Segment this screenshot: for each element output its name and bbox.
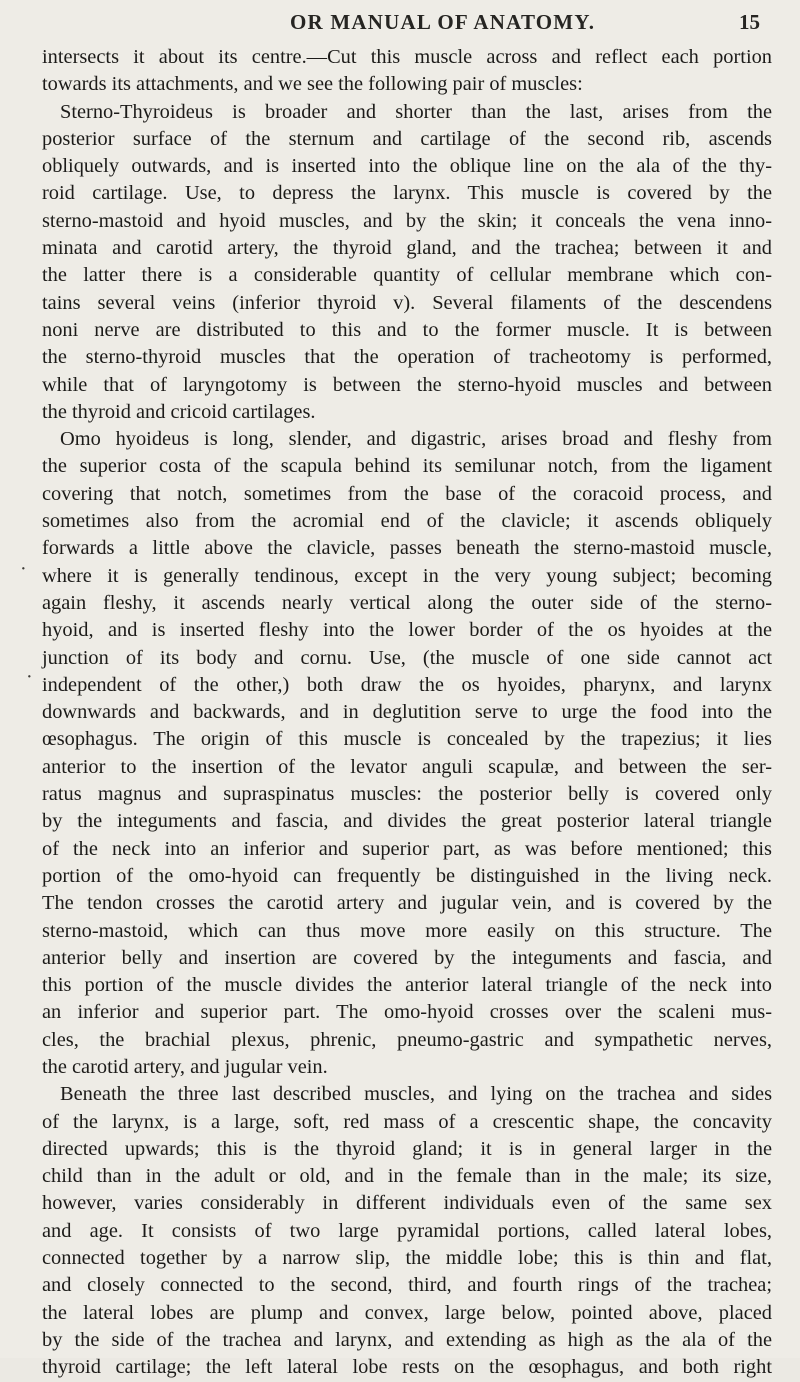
text-line: independent of the other,) both draw the os hyoides, pharynx, and larynx xyxy=(42,673,772,696)
text-line: the lateral lobes are plump and convex, large below, pointed above, placed xyxy=(42,1301,772,1324)
text-line: œsophagus. The origin of this muscle is concealed by the trapezius; it lies xyxy=(42,728,772,751)
text-line: thyroid cartilage; the left lateral lobe rests on the œsophagus, and both right xyxy=(42,1356,772,1379)
text-line: cles, the brachial plexus, phrenic, pneumo-gastric and sympathetic nerves, xyxy=(42,1028,772,1051)
text-line: Omo hyoideus is long, slender, and digastric, arises broad and fleshy from xyxy=(60,428,772,451)
margin-mark: · xyxy=(26,666,33,688)
text-line: obliquely outwards, and is inserted into the oblique line on the ala of the thy- xyxy=(42,155,772,178)
text-line: covering that notch, sometimes from the base of the coracoid process, and xyxy=(42,482,772,505)
text-line: by the integuments and fascia, and divides the great posterior lateral triangle xyxy=(42,810,772,833)
running-title: OR MANUAL OF ANATOMY. xyxy=(290,10,596,34)
running-head xyxy=(40,10,760,40)
text-line: and closely connected to the second, third, and fourth rings of the trachea; xyxy=(42,1274,772,1297)
body-text xyxy=(42,44,772,1382)
text-line: anterior to the insertion of the levator anguli scapulæ, and between the ser- xyxy=(42,755,772,778)
text-line: connected together by a narrow slip, the middle lobe; this is thin and flat, xyxy=(42,1247,772,1270)
text-line: the carotid artery, and jugular vein. xyxy=(42,1055,328,1078)
text-line: where it is generally tendinous, except in the very young subject; becoming xyxy=(42,564,772,587)
text-line: tains several veins (inferior thyroid v). Several filaments of the descendens xyxy=(42,291,772,314)
text-line: while that of laryngotomy is between the sterno-hyoid muscles and between xyxy=(42,373,772,396)
text-line: an inferior and superior part. The omo-hyoid crosses over the scaleni mus- xyxy=(42,1001,772,1024)
text-line: the superior costa of the scapula behind its semilunar notch, from the ligament xyxy=(42,455,772,478)
text-line: directed upwards; this is the thyroid gland; it is in general larger in the xyxy=(42,1137,772,1160)
margin-mark: · xyxy=(20,558,27,580)
text-line: again fleshy, it ascends nearly vertical along the outer side of the sterno- xyxy=(42,591,772,614)
text-line: noni nerve are distributed to this and to the former muscle. It is between xyxy=(42,318,772,341)
text-line: the thyroid and cricoid cartilages. xyxy=(42,400,316,423)
text-line: ratus magnus and supraspinatus muscles: the posterior belly is covered only xyxy=(42,783,772,806)
text-line: The tendon crosses the carotid artery and jugular vein, and is covered by the xyxy=(42,892,772,915)
text-line: hyoid, and is inserted fleshy into the lower border of the os hyoides at the xyxy=(42,619,772,642)
text-line: of the neck into an inferior and superior part, as was before mentioned; this xyxy=(42,837,772,860)
text-line: this portion of the muscle divides the anterior lateral triangle of the neck into xyxy=(42,974,772,997)
text-line: Sterno-Thyroideus is broader and shorter than the last, arises from the xyxy=(60,100,772,123)
text-line: Beneath the three last described muscles, and lying on the trachea and sides xyxy=(60,1083,772,1106)
text-line: child than in the adult or old, and in the female than in the male; its size, xyxy=(42,1165,772,1188)
text-line: minata and carotid artery, the thyroid gland, and the trachea; between it and xyxy=(42,237,772,260)
text-line: by the side of the trachea and larynx, and extending as high as the ala of the xyxy=(42,1328,772,1351)
text-line: intersects it about its centre.—Cut this muscle across and reflect each portion xyxy=(42,46,772,68)
text-line: forwards a little above the clavicle, passes beneath the sterno-mastoid muscle, xyxy=(42,537,772,560)
text-line: roid cartilage. Use, to depress the larynx. This muscle is covered by the xyxy=(42,182,772,205)
text-line: junction of its body and cornu. Use, (the muscle of one side cannot act xyxy=(42,646,772,669)
text-line: the sterno-thyroid muscles that the operation of tracheotomy is performed, xyxy=(42,346,772,369)
text-line: sterno-mastoid, which can thus move more easily on this structure. The xyxy=(42,919,772,942)
text-line: towards its attachments, and we see the following pair of muscles: xyxy=(42,73,583,96)
text-line: however, varies considerably in different individuals even of the same sex xyxy=(42,1192,772,1215)
text-line: the latter there is a considerable quantity of cellular membrane which con- xyxy=(42,264,772,287)
page-number: 15 xyxy=(739,10,760,34)
text-line: sometimes also from the acromial end of the clavicle; it ascends obliquely xyxy=(42,510,772,533)
text-line: posterior surface of the sternum and cartilage of the second rib, ascends xyxy=(42,127,772,150)
text-line: anterior belly and insertion are covered by the integuments and fascia, and xyxy=(42,946,772,969)
text-line: sterno-mastoid and hyoid muscles, and by the skin; it conceals the vena inno- xyxy=(42,209,772,232)
text-line: downwards and backwards, and in deglutition serve to urge the food into the xyxy=(42,701,772,724)
text-line: portion of the omo-hyoid can frequently be distinguished in the living neck. xyxy=(42,864,772,887)
text-line: of the larynx, is a large, soft, red mass of a crescentic shape, the concavity xyxy=(42,1110,772,1133)
text-line: and age. It consists of two large pyramidal portions, called lateral lobes, xyxy=(42,1219,772,1242)
